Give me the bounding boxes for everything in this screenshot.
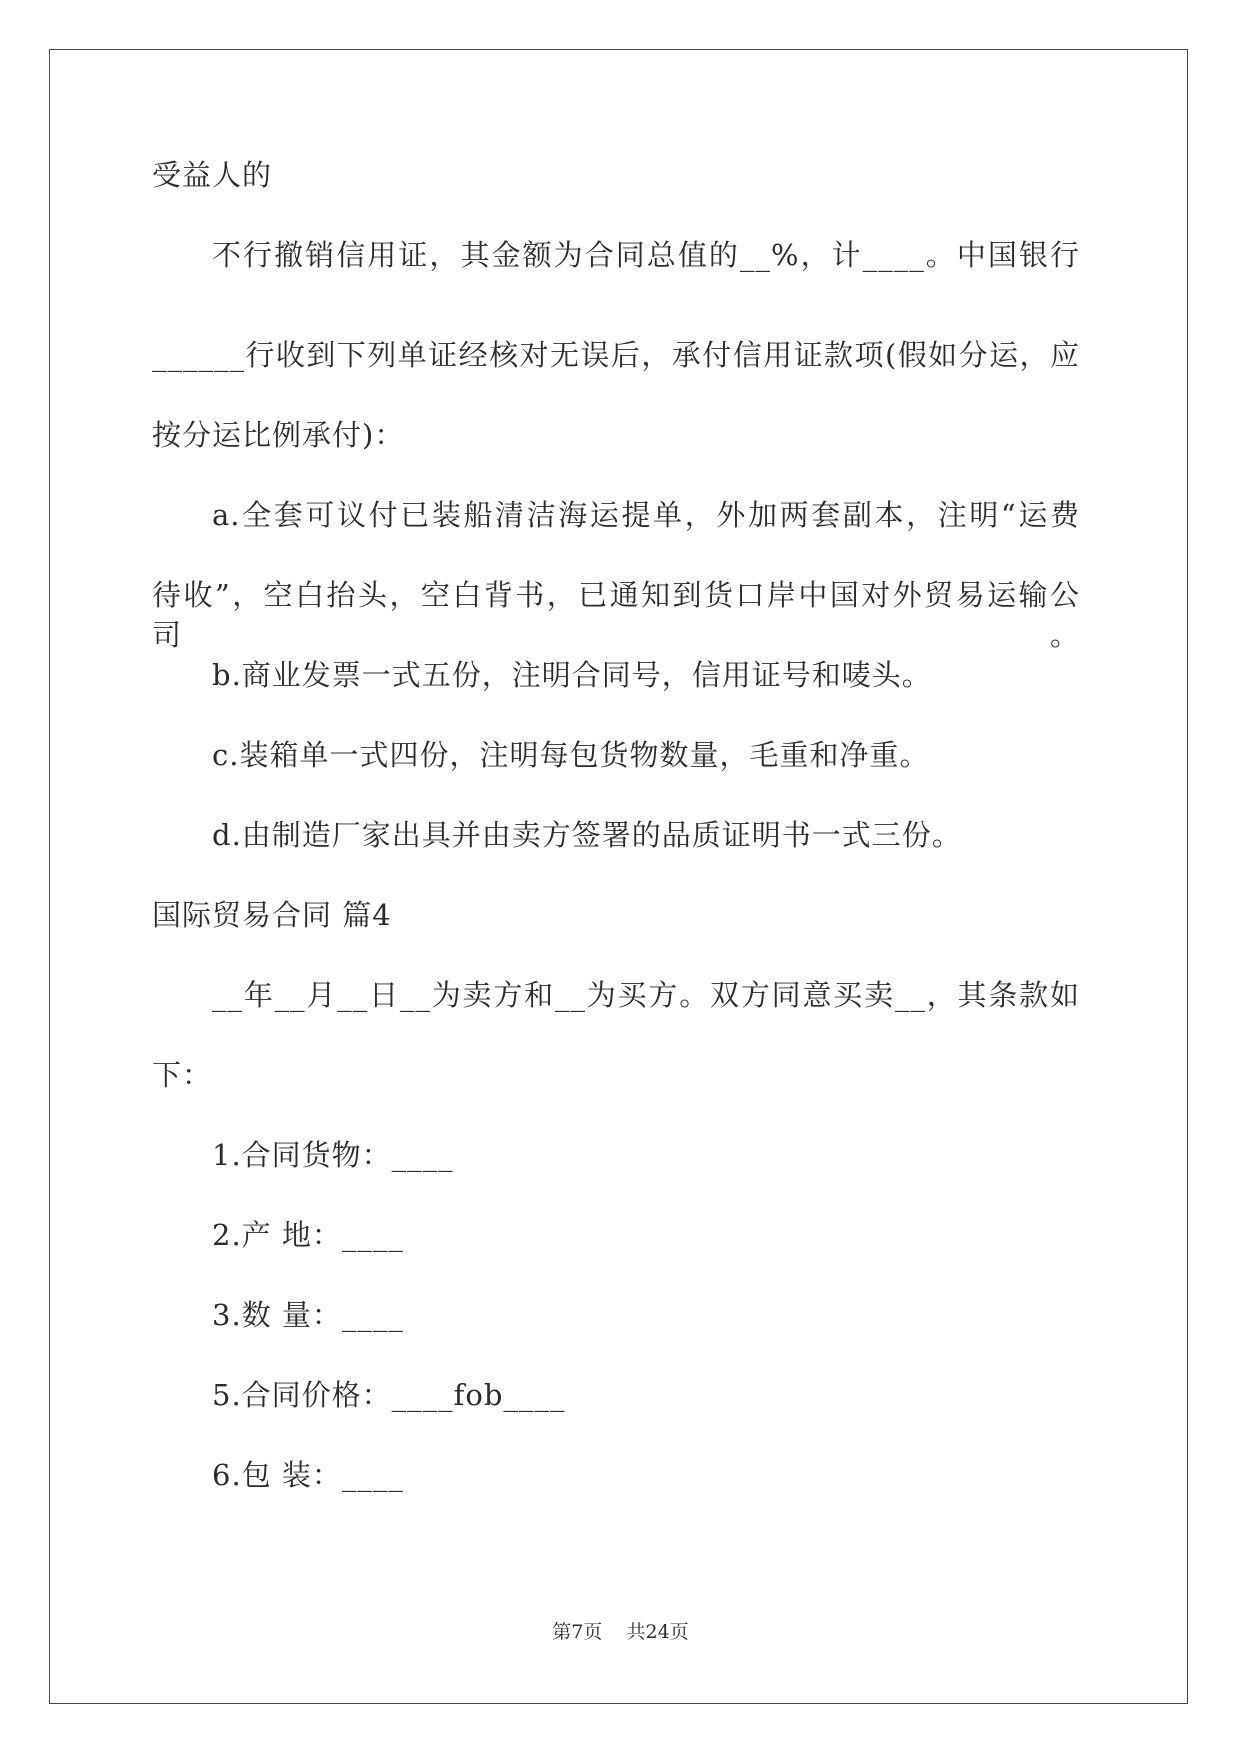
total-label-suffix: 页: [669, 1621, 689, 1643]
section-heading: 国际贸易合同 篇4: [152, 898, 392, 932]
text-line-1: 受益人的: [152, 158, 273, 192]
current-page-number: 7: [571, 1621, 584, 1643]
text-line-2: 不行撤销信用证，其金额为合同总值的__%，计____。中国银行: [212, 238, 1080, 272]
text-line-7: b.商业发票一式五份，注明合同号，信用证号和唛头。: [212, 658, 932, 692]
page-label-prefix: 第: [552, 1621, 572, 1643]
text-line-8: c.装箱单一式四份，注明每包货物数量，毛重和净重。: [212, 738, 930, 772]
list-item-3: 3.数 量：____: [212, 1298, 404, 1332]
text-line-3: ______行收到下列单证经核对无误后，承付信用证款项(假如分运，应: [152, 338, 1080, 372]
text-line-4: 按分运比例承付)：: [152, 418, 405, 452]
text-line-12: 下：: [152, 1058, 213, 1092]
text-line-11: __年__月__日__为卖方和__为买方。双方同意买卖__，其条款如: [212, 978, 1080, 1012]
list-item-6: 6.包 装：____: [212, 1458, 404, 1492]
text-line-6: 待收”，空白抬头，空白背书，已通知到货口岸中国对外贸易运输公司。: [152, 578, 1080, 652]
total-label-prefix: 共: [626, 1621, 646, 1643]
list-item-2: 2.产 地：____: [212, 1218, 404, 1252]
page-footer: [0, 1620, 1241, 1644]
text-line-9: d.由制造厂家出具并由卖方签署的品质证明书一式三份。: [212, 818, 962, 852]
text-line-5: a.全套可议付已装船清洁海运提单，外加两套副本，注明“运费: [212, 498, 1080, 532]
page-label-suffix: 页: [583, 1621, 603, 1643]
total-pages-number: 24: [645, 1621, 670, 1643]
list-item-1: 1.合同货物：____: [212, 1138, 454, 1172]
list-item-5: 5.合同价格：____fob____: [212, 1378, 566, 1412]
